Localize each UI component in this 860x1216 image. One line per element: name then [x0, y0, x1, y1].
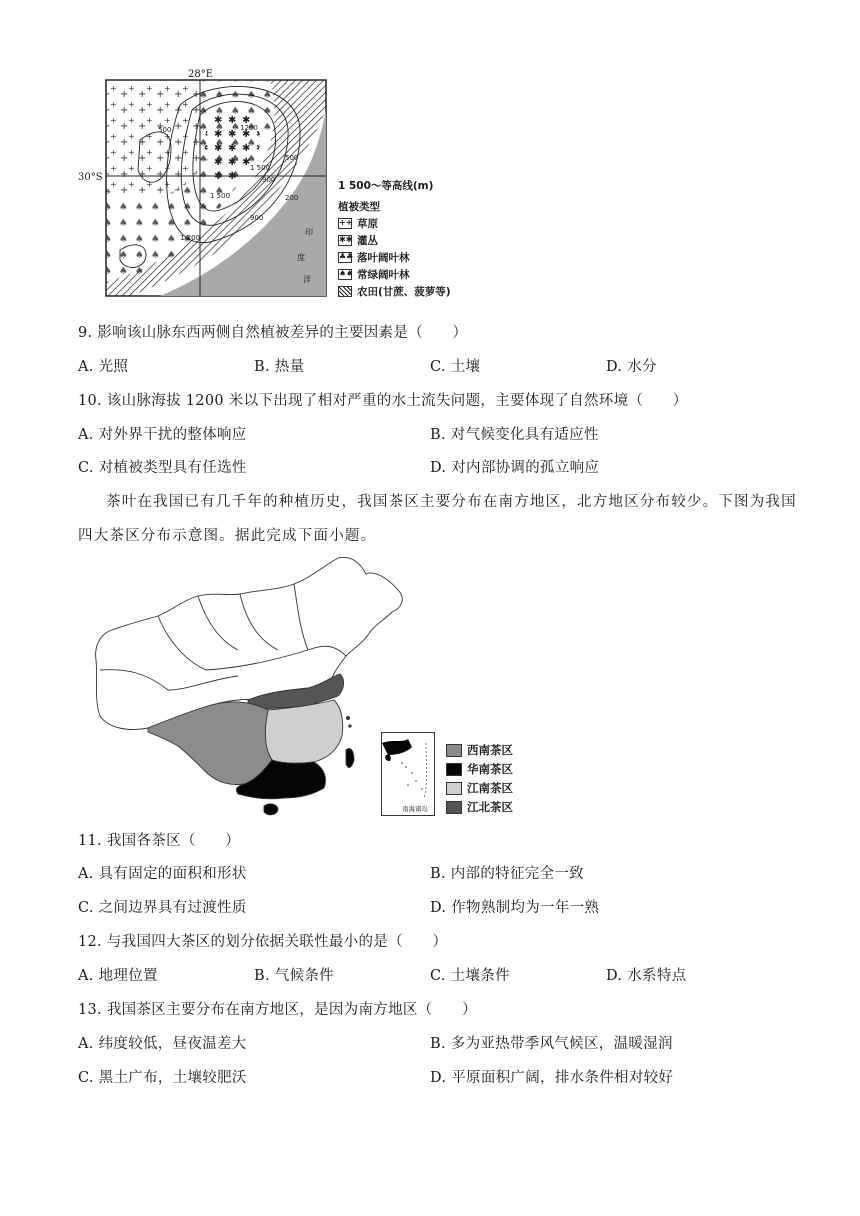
- contour-label: 1 200: [180, 234, 201, 242]
- q13-option-d[interactable]: D. 平原面积广阔，排水条件相对较好: [430, 1070, 674, 1086]
- vegetation-map: [78, 69, 470, 302]
- q12-option-a[interactable]: A. 地理位置: [78, 968, 158, 984]
- legend-shrub: [338, 233, 473, 248]
- q10-option-c[interactable]: C. 对植被类型具有任选性: [78, 460, 247, 476]
- legend-label: 常绿阔叶林: [357, 269, 410, 281]
- legend-jiangbei: [446, 799, 513, 815]
- question-13-stem: 13. 我国茶区主要分布在南方地区，是因为南方地区（ ）: [78, 1002, 477, 1018]
- legend-swatch: [446, 763, 462, 776]
- q10-option-d[interactable]: D. 对内部协调的孤立响应: [430, 460, 600, 476]
- legend-swatch: [446, 782, 462, 795]
- q9-option-c[interactable]: C. 土壤: [430, 359, 481, 375]
- vegetation-legend: [338, 178, 473, 299]
- legend-grassland: [338, 216, 473, 231]
- contour-label: 1200: [240, 124, 258, 132]
- legend-label: 灌丛: [357, 235, 378, 247]
- q10-option-b[interactable]: B. 对气候变化具有适应性: [430, 427, 599, 443]
- legend-label: 西南茶区: [467, 743, 513, 757]
- evergreen-forest-icon: ♠♠: [339, 269, 354, 278]
- contour-label: 900: [250, 214, 264, 222]
- legend-deciduous: [338, 250, 473, 265]
- q13-option-b[interactable]: B. 多为亚热带季风气候区，温暖湿润: [430, 1036, 673, 1052]
- legend-swatch: [446, 744, 462, 757]
- ocean-label: 洋: [303, 275, 311, 284]
- passage-line-1: 茶叶在我国已有几千年的种植历史，我国茶区主要分布在南方地区，北方地区分布较少。下图为我国: [106, 494, 797, 510]
- farmland-icon: [338, 286, 352, 297]
- grassland-icon: ++: [339, 218, 353, 227]
- q11-option-c[interactable]: C. 之间边界具有过渡性质: [78, 900, 247, 916]
- legend-label: 江南茶区: [467, 781, 513, 795]
- question-12-stem: 12. 与我国四大茶区的划分依据关联性最小的是（ ）: [78, 934, 448, 950]
- legend-label: 草原: [357, 218, 378, 230]
- legend-label: 落叶阔叶林: [357, 252, 410, 264]
- contour-legend-label: 1 500～等高线(m): [338, 180, 434, 192]
- q11-option-a[interactable]: A. 具有固定的面积和形状: [78, 866, 247, 882]
- q9-option-b[interactable]: B. 热量: [254, 359, 305, 375]
- question-11-stem: 11. 我国各茶区（ ）: [78, 833, 241, 849]
- legend-south-china: [446, 761, 513, 777]
- q11-option-d[interactable]: D. 作物熟制均为一年一熟: [430, 900, 600, 916]
- ocean-label: 印: [305, 228, 313, 237]
- q13-option-a[interactable]: A. 纬度较低，昼夜温差大: [78, 1036, 247, 1052]
- tea-region-map: [88, 550, 528, 820]
- legend-southwest: [446, 742, 513, 758]
- inset-label: 南海诸岛: [402, 805, 428, 813]
- longitude-label: 28°E: [188, 69, 214, 80]
- q12-option-c[interactable]: C. 土壤条件: [430, 968, 510, 984]
- q10-option-a[interactable]: A. 对外界干扰的整体响应: [78, 427, 247, 443]
- q11-option-b[interactable]: B. 内部的特征完全一致: [430, 866, 584, 882]
- deciduous-forest-icon: ♣♣: [339, 252, 354, 261]
- legend-farmland: [338, 284, 473, 299]
- q9-option-a[interactable]: A. 光照: [78, 359, 129, 375]
- passage-line-2: 四大茶区分布示意图。据此完成下面小题。: [78, 528, 377, 544]
- q9-option-d[interactable]: D. 水分: [606, 359, 657, 375]
- q12-option-d[interactable]: D. 水系特点: [606, 968, 687, 984]
- legend-jiangnan: [446, 780, 513, 796]
- south-sea-inset: [381, 732, 435, 816]
- contour-label: 200: [285, 194, 299, 202]
- shrub-icon: ✱✱: [339, 235, 353, 244]
- contour-label: 500: [158, 126, 172, 134]
- question-10-stem: 10. 该山脉海拔 1200 米以下出现了相对严重的水土流失问题，主要体现了自然环境（ ）: [78, 393, 688, 409]
- legend-evergreen: [338, 267, 473, 282]
- ocean-label: 度: [297, 253, 305, 262]
- latitude-label: 30°S: [78, 172, 103, 183]
- q12-option-b[interactable]: B. 气候条件: [254, 968, 334, 984]
- contour-label: 1 500: [250, 164, 271, 172]
- legend-swatch: [446, 801, 462, 814]
- china-map-figure: [88, 550, 418, 820]
- contour-label: 1 500: [210, 192, 231, 200]
- contour-label: 500: [285, 154, 299, 162]
- contour-label: 900: [262, 176, 276, 184]
- legend-label: 江北茶区: [467, 800, 513, 814]
- legend-label: 农田(甘蔗、菠萝等): [357, 286, 451, 298]
- q13-option-c[interactable]: C. 黑土广布，土壤较肥沃: [78, 1070, 247, 1086]
- legend-label: 华南茶区: [467, 762, 513, 776]
- inset-map-figure: [382, 733, 434, 803]
- tea-region-legend: [446, 742, 513, 815]
- vegetation-legend-title: 植被类型: [338, 201, 380, 213]
- question-9-stem: 9. 影响该山脉东西两侧自然植被差异的主要因素是（ ）: [78, 325, 468, 341]
